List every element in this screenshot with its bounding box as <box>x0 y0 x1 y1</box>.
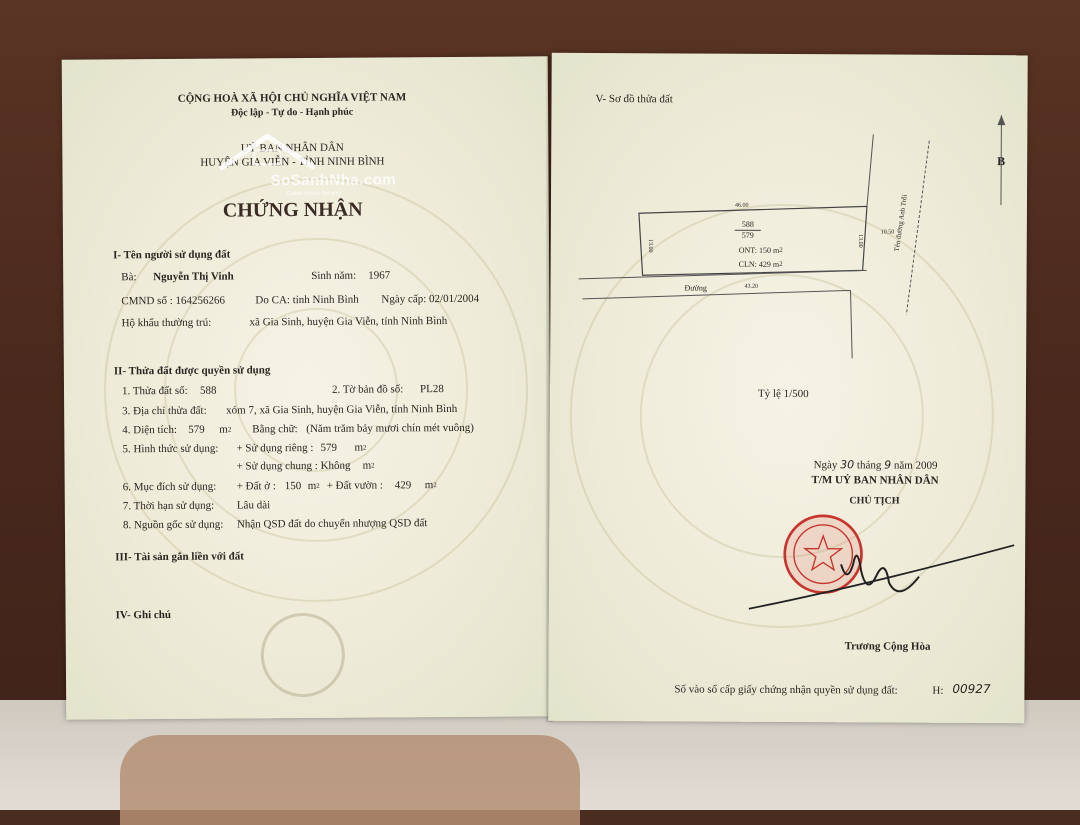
plot-area-label: 579 <box>735 231 761 241</box>
dim-road-right: 10.50 <box>881 226 895 239</box>
area-words: (Năm trăm bảy mươi chín mét vuông) <box>306 422 474 436</box>
watermark-logo <box>212 128 352 199</box>
origin-value: Nhận QSD đất do chuyển nhượng QSD đất <box>237 517 428 531</box>
road-edge-top <box>579 269 867 281</box>
residential-unit: $m^2$ <box>308 480 320 493</box>
road-side-left <box>850 290 852 358</box>
signing-organization: T/M UỶ BAN NHÂN DÂN <box>811 474 938 488</box>
residence-label: Hộ khẩu thường trú: <box>122 317 212 331</box>
map-sheet-label: 2. Tờ bản đồ số: <box>332 383 403 396</box>
certificate-right-page <box>548 53 1027 723</box>
plot-number: 588 <box>200 385 217 398</box>
plot-diagram <box>550 113 1027 375</box>
birth-year-label: Sinh năm: <box>311 270 356 283</box>
handwritten-signature <box>739 534 1019 615</box>
map-scale: Tỷ lệ 1/500 <box>758 388 809 401</box>
birth-year: 1967 <box>368 269 390 282</box>
street-right <box>906 141 929 315</box>
signer-position: CHỦ TỊCH <box>849 494 899 507</box>
term-value: Lâu dài <box>237 499 270 512</box>
certificate-title: CHỨNG NHẬN <box>163 197 423 223</box>
area-value: 579 <box>188 424 205 437</box>
garden-unit: $m^2$ <box>425 479 437 492</box>
usage-form-label: 5. Hình thức sử dụng: <box>122 443 218 457</box>
plot-address: xóm 7, xã Gia Sinh, huyện Gia Viễn, tỉnh Ninh Bình <box>226 403 457 418</box>
section-5-heading: V- Sơ đồ thửa đất <box>595 93 672 106</box>
watermark-tagline: Great choice for you <box>287 191 341 197</box>
section-3-heading: III- Tài sản gắn liền với đất <box>115 550 244 564</box>
motto: Độc lập - Tự do - Hạnh phúc <box>162 105 422 120</box>
origin-label: 8. Nguồn gốc sử dụng: <box>123 519 223 533</box>
dim-left: 13.00 <box>643 239 656 253</box>
section-2-heading: II- Thửa đất được quyền sử dụng <box>114 364 271 378</box>
term-label: 7. Thời hạn sử dụng: <box>123 500 214 514</box>
hand-holding-document <box>120 735 580 825</box>
road-side-right <box>867 134 873 206</box>
private-use-value: 579 <box>320 442 337 455</box>
road-label: Đường <box>684 281 706 294</box>
nation-header: CỘNG HOÀ XÃ HỘI CHỦ NGHĨA VIỆT NAM <box>162 91 422 106</box>
residential-label: + Đất ở : <box>237 480 276 493</box>
certificate-left-page <box>62 56 553 719</box>
signer-name: Trương Cộng Hòa <box>845 640 931 653</box>
private-use-unit: $m^2$ <box>354 442 366 455</box>
plot-number-label: 588 <box>735 220 761 231</box>
area-label: 4. Diện tích: <box>122 424 177 437</box>
section-1-heading: I- Tên người sử dụng đất <box>113 249 230 263</box>
road-right-label: Tên đường Anh Trỗi <box>891 194 912 253</box>
id-issued-by: Do CA: tỉnh Ninh Bình <box>255 294 358 308</box>
id-issue-date: Ngày cấp: 02/01/2004 <box>381 293 479 307</box>
shared-use-value: Không <box>321 460 351 473</box>
north-arrow-icon <box>997 115 1005 125</box>
holder-name: Nguyễn Thị Vinh <box>153 271 234 285</box>
residence-value: xã Gia Sinh, huyện Gia Viễn, tỉnh Ninh Bình <box>249 315 447 329</box>
authority-line-2: HUYỆN GIA VIỄN - TỈNH NINH BÌNH <box>162 155 422 170</box>
name-label: Bà: <box>121 271 136 284</box>
cln-label: CLN: 429 m2 <box>739 258 783 271</box>
dim-bottom: 43.20 <box>744 281 758 294</box>
address-label: 3. Địa chỉ thửa đất: <box>122 405 207 419</box>
garden-value: 429 <box>395 479 412 492</box>
id-number: CMND số : 164256266 <box>121 295 225 309</box>
shared-use-unit: $m^2$ <box>363 460 375 473</box>
dim-top: 46.00 <box>735 200 749 213</box>
north-label: B <box>997 155 1005 168</box>
watermark-brand: SoSanhNha.com <box>270 171 396 189</box>
purpose-label: 6. Mục đích sử dụng: <box>123 481 217 495</box>
signature-date: Ngày 30 tháng 9 năm 2009 <box>814 458 938 473</box>
ont-label: ONT: 150 m2 <box>739 244 783 257</box>
registry-number: 00927 <box>952 683 990 696</box>
dim-right: 13.00 <box>853 234 866 248</box>
area-unit: $m^2$ <box>219 424 231 437</box>
embossed-seal <box>261 613 346 698</box>
private-use-label: + Sử dụng riêng : <box>236 442 313 456</box>
section-4-heading: IV- Ghi chú <box>116 609 172 622</box>
residential-value: 150 <box>285 480 302 493</box>
area-words-label: Bằng chữ: <box>252 423 297 436</box>
map-sheet-number: PL28 <box>420 383 444 396</box>
shared-use-label: + Sử dụng chung : <box>237 460 318 474</box>
authority-line-1: UỶ BAN NHÂN DÂN <box>162 141 422 156</box>
plot-number-label: 1. Thửa đất số: <box>122 385 188 398</box>
registry-label: Số vào sổ cấp giấy chứng nhận quyền sử dụng đất: <box>674 683 897 697</box>
registry-prefix: H: <box>932 685 943 698</box>
road-edge-bottom <box>582 289 850 300</box>
garden-label: + Đất vườn : <box>327 479 383 492</box>
